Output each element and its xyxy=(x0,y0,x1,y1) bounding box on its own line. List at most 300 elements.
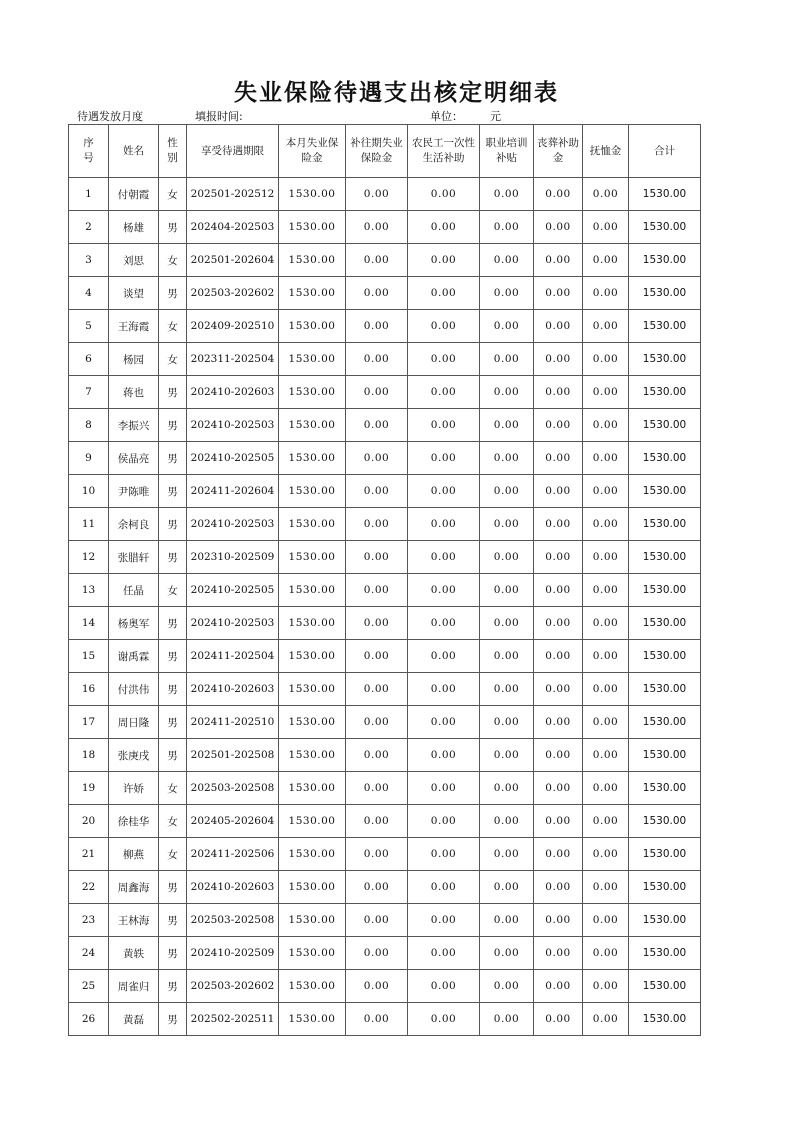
cell-monthly-benefit: 1530.00 xyxy=(279,871,346,904)
cell-funeral-subsidy: 0.00 xyxy=(534,871,583,904)
cell-name: 王林海 xyxy=(109,904,159,937)
table-row xyxy=(69,277,701,310)
cell-migrant-subsidy: 0.00 xyxy=(408,838,480,871)
cell-migrant-subsidy: 0.00 xyxy=(408,310,480,343)
cell-seq: 13 xyxy=(69,574,109,607)
table-row xyxy=(69,574,701,607)
cell-monthly-benefit: 1530.00 xyxy=(279,607,346,640)
cell-monthly-benefit: 1530.00 xyxy=(279,706,346,739)
cell-pension: 0.00 xyxy=(583,838,629,871)
header-name: 姓名 xyxy=(109,125,159,178)
cell-migrant-subsidy: 0.00 xyxy=(408,178,480,211)
table-row xyxy=(69,211,701,244)
cell-funeral-subsidy: 0.00 xyxy=(534,970,583,1003)
cell-total: 1530.00 xyxy=(629,277,701,310)
cell-migrant-subsidy: 0.00 xyxy=(408,211,480,244)
cell-total: 1530.00 xyxy=(629,805,701,838)
cell-pension: 0.00 xyxy=(583,574,629,607)
table-row xyxy=(69,772,701,805)
cell-name: 任晶 xyxy=(109,574,159,607)
cell-pension: 0.00 xyxy=(583,343,629,376)
cell-back-pay: 0.00 xyxy=(346,739,408,772)
cell-back-pay: 0.00 xyxy=(346,871,408,904)
cell-total: 1530.00 xyxy=(629,244,701,277)
cell-total: 1530.00 xyxy=(629,871,701,904)
cell-name: 黄轶 xyxy=(109,937,159,970)
table-row xyxy=(69,409,701,442)
unit-value: 元 xyxy=(490,110,501,123)
cell-sex: 男 xyxy=(159,706,187,739)
cell-sex: 男 xyxy=(159,640,187,673)
cell-back-pay: 0.00 xyxy=(346,838,408,871)
cell-training-subsidy: 0.00 xyxy=(480,343,534,376)
cell-name: 王海霞 xyxy=(109,310,159,343)
cell-total: 1530.00 xyxy=(629,310,701,343)
cell-sex: 男 xyxy=(159,904,187,937)
cell-back-pay: 0.00 xyxy=(346,277,408,310)
cell-back-pay: 0.00 xyxy=(346,508,408,541)
cell-name: 杨园 xyxy=(109,343,159,376)
cell-seq: 6 xyxy=(69,343,109,376)
cell-funeral-subsidy: 0.00 xyxy=(534,277,583,310)
cell-training-subsidy: 0.00 xyxy=(480,409,534,442)
cell-monthly-benefit: 1530.00 xyxy=(279,508,346,541)
header-funeral-subsidy: 丧葬补助金 xyxy=(534,125,583,178)
cell-seq: 26 xyxy=(69,1003,109,1036)
cell-sex: 男 xyxy=(159,739,187,772)
cell-monthly-benefit: 1530.00 xyxy=(279,673,346,706)
cell-funeral-subsidy: 0.00 xyxy=(534,805,583,838)
cell-monthly-benefit: 1530.00 xyxy=(279,475,346,508)
cell-name: 李振兴 xyxy=(109,409,159,442)
cell-monthly-benefit: 1530.00 xyxy=(279,343,346,376)
table-row xyxy=(69,310,701,343)
cell-training-subsidy: 0.00 xyxy=(480,277,534,310)
cell-back-pay: 0.00 xyxy=(346,937,408,970)
table-row xyxy=(69,343,701,376)
header-pension: 抚恤金 xyxy=(583,125,629,178)
unit-label: 单位： xyxy=(430,110,463,123)
cell-name: 柳燕 xyxy=(109,838,159,871)
cell-total: 1530.00 xyxy=(629,937,701,970)
cell-migrant-subsidy: 0.00 xyxy=(408,772,480,805)
cell-total: 1530.00 xyxy=(629,343,701,376)
cell-migrant-subsidy: 0.00 xyxy=(408,904,480,937)
cell-funeral-subsidy: 0.00 xyxy=(534,904,583,937)
cell-total: 1530.00 xyxy=(629,178,701,211)
cell-training-subsidy: 0.00 xyxy=(480,739,534,772)
cell-pension: 0.00 xyxy=(583,541,629,574)
benefit-detail-table xyxy=(68,124,701,1036)
cell-funeral-subsidy: 0.00 xyxy=(534,574,583,607)
cell-name: 周鑫海 xyxy=(109,871,159,904)
cell-funeral-subsidy: 0.00 xyxy=(534,937,583,970)
cell-seq: 16 xyxy=(69,673,109,706)
table-row xyxy=(69,541,701,574)
cell-funeral-subsidy: 0.00 xyxy=(534,178,583,211)
cell-pension: 0.00 xyxy=(583,706,629,739)
table-header xyxy=(69,125,701,178)
table-row xyxy=(69,871,701,904)
cell-migrant-subsidy: 0.00 xyxy=(408,607,480,640)
cell-name: 杨奥军 xyxy=(109,607,159,640)
cell-monthly-benefit: 1530.00 xyxy=(279,937,346,970)
cell-seq: 25 xyxy=(69,970,109,1003)
cell-monthly-benefit: 1530.00 xyxy=(279,277,346,310)
cell-pension: 0.00 xyxy=(583,310,629,343)
table-row xyxy=(69,739,701,772)
table-row xyxy=(69,607,701,640)
cell-back-pay: 0.00 xyxy=(346,1003,408,1036)
cell-seq: 1 xyxy=(69,178,109,211)
cell-period: 202405-202604 xyxy=(187,805,279,838)
cell-sex: 女 xyxy=(159,805,187,838)
cell-pension: 0.00 xyxy=(583,244,629,277)
table-row xyxy=(69,640,701,673)
cell-migrant-subsidy: 0.00 xyxy=(408,970,480,1003)
cell-sex: 男 xyxy=(159,409,187,442)
cell-name: 付洪伟 xyxy=(109,673,159,706)
cell-back-pay: 0.00 xyxy=(346,673,408,706)
cell-back-pay: 0.00 xyxy=(346,640,408,673)
cell-total: 1530.00 xyxy=(629,1003,701,1036)
cell-total: 1530.00 xyxy=(629,706,701,739)
cell-seq: 11 xyxy=(69,508,109,541)
cell-funeral-subsidy: 0.00 xyxy=(534,607,583,640)
cell-pension: 0.00 xyxy=(583,607,629,640)
cell-name: 徐桂华 xyxy=(109,805,159,838)
table-row xyxy=(69,376,701,409)
cell-seq: 8 xyxy=(69,409,109,442)
cell-monthly-benefit: 1530.00 xyxy=(279,211,346,244)
cell-total: 1530.00 xyxy=(629,838,701,871)
cell-migrant-subsidy: 0.00 xyxy=(408,640,480,673)
cell-funeral-subsidy: 0.00 xyxy=(534,640,583,673)
cell-training-subsidy: 0.00 xyxy=(480,937,534,970)
cell-sex: 男 xyxy=(159,211,187,244)
header-total: 合计 xyxy=(629,125,701,178)
cell-training-subsidy: 0.00 xyxy=(480,244,534,277)
header-seq: 序号 xyxy=(69,125,109,178)
cell-period: 202409-202510 xyxy=(187,310,279,343)
cell-name: 刘思 xyxy=(109,244,159,277)
cell-period: 202411-202506 xyxy=(187,838,279,871)
cell-back-pay: 0.00 xyxy=(346,310,408,343)
cell-training-subsidy: 0.00 xyxy=(480,838,534,871)
cell-migrant-subsidy: 0.00 xyxy=(408,673,480,706)
cell-period: 202410-202603 xyxy=(187,376,279,409)
cell-sex: 女 xyxy=(159,310,187,343)
cell-sex: 女 xyxy=(159,772,187,805)
cell-pension: 0.00 xyxy=(583,277,629,310)
cell-training-subsidy: 0.00 xyxy=(480,211,534,244)
cell-total: 1530.00 xyxy=(629,739,701,772)
cell-monthly-benefit: 1530.00 xyxy=(279,739,346,772)
cell-name: 黄磊 xyxy=(109,1003,159,1036)
cell-seq: 7 xyxy=(69,376,109,409)
table-row xyxy=(69,244,701,277)
cell-migrant-subsidy: 0.00 xyxy=(408,409,480,442)
cell-seq: 14 xyxy=(69,607,109,640)
cell-sex: 男 xyxy=(159,1003,187,1036)
cell-migrant-subsidy: 0.00 xyxy=(408,475,480,508)
cell-name: 杨雄 xyxy=(109,211,159,244)
cell-name: 付朝霞 xyxy=(109,178,159,211)
table-body xyxy=(69,178,701,1036)
cell-migrant-subsidy: 0.00 xyxy=(408,277,480,310)
cell-monthly-benefit: 1530.00 xyxy=(279,1003,346,1036)
cell-funeral-subsidy: 0.00 xyxy=(534,508,583,541)
cell-total: 1530.00 xyxy=(629,475,701,508)
cell-training-subsidy: 0.00 xyxy=(480,508,534,541)
cell-pension: 0.00 xyxy=(583,871,629,904)
fill-time-label: 填报时间: xyxy=(195,110,243,123)
cell-monthly-benefit: 1530.00 xyxy=(279,310,346,343)
cell-sex: 男 xyxy=(159,607,187,640)
cell-period: 202411-202504 xyxy=(187,640,279,673)
cell-period: 202503-202602 xyxy=(187,277,279,310)
cell-monthly-benefit: 1530.00 xyxy=(279,805,346,838)
cell-seq: 3 xyxy=(69,244,109,277)
cell-migrant-subsidy: 0.00 xyxy=(408,541,480,574)
cell-funeral-subsidy: 0.00 xyxy=(534,409,583,442)
cell-funeral-subsidy: 0.00 xyxy=(534,772,583,805)
header-migrant-subsidy: 农民工一次性生活补助 xyxy=(408,125,480,178)
cell-seq: 23 xyxy=(69,904,109,937)
cell-back-pay: 0.00 xyxy=(346,244,408,277)
cell-sex: 女 xyxy=(159,574,187,607)
cell-name: 张腊轩 xyxy=(109,541,159,574)
cell-pension: 0.00 xyxy=(583,805,629,838)
cell-back-pay: 0.00 xyxy=(346,574,408,607)
cell-name: 蒋也 xyxy=(109,376,159,409)
cell-total: 1530.00 xyxy=(629,574,701,607)
cell-name: 尹陈唯 xyxy=(109,475,159,508)
cell-funeral-subsidy: 0.00 xyxy=(534,442,583,475)
cell-funeral-subsidy: 0.00 xyxy=(534,838,583,871)
cell-training-subsidy: 0.00 xyxy=(480,805,534,838)
cell-monthly-benefit: 1530.00 xyxy=(279,442,346,475)
cell-pension: 0.00 xyxy=(583,904,629,937)
cell-back-pay: 0.00 xyxy=(346,541,408,574)
cell-migrant-subsidy: 0.00 xyxy=(408,739,480,772)
cell-sex: 女 xyxy=(159,838,187,871)
cell-training-subsidy: 0.00 xyxy=(480,640,534,673)
cell-funeral-subsidy: 0.00 xyxy=(534,376,583,409)
cell-monthly-benefit: 1530.00 xyxy=(279,178,346,211)
table-row xyxy=(69,805,701,838)
cell-sex: 男 xyxy=(159,541,187,574)
cell-period: 202502-202511 xyxy=(187,1003,279,1036)
cell-name: 谢禹霖 xyxy=(109,640,159,673)
cell-migrant-subsidy: 0.00 xyxy=(408,706,480,739)
cell-sex: 女 xyxy=(159,343,187,376)
cell-period: 202410-202509 xyxy=(187,937,279,970)
cell-period: 202410-202503 xyxy=(187,508,279,541)
cell-back-pay: 0.00 xyxy=(346,442,408,475)
cell-migrant-subsidy: 0.00 xyxy=(408,442,480,475)
cell-period: 202311-202504 xyxy=(187,343,279,376)
cell-total: 1530.00 xyxy=(629,541,701,574)
cell-back-pay: 0.00 xyxy=(346,970,408,1003)
cell-back-pay: 0.00 xyxy=(346,904,408,937)
cell-period: 202310-202509 xyxy=(187,541,279,574)
cell-total: 1530.00 xyxy=(629,211,701,244)
cell-period: 202410-202503 xyxy=(187,607,279,640)
cell-name: 余柯良 xyxy=(109,508,159,541)
cell-training-subsidy: 0.00 xyxy=(480,772,534,805)
table-row xyxy=(69,706,701,739)
cell-funeral-subsidy: 0.00 xyxy=(534,739,583,772)
cell-sex: 女 xyxy=(159,244,187,277)
cell-funeral-subsidy: 0.00 xyxy=(534,244,583,277)
cell-back-pay: 0.00 xyxy=(346,343,408,376)
cell-period: 202410-202603 xyxy=(187,871,279,904)
cell-training-subsidy: 0.00 xyxy=(480,178,534,211)
cell-monthly-benefit: 1530.00 xyxy=(279,409,346,442)
cell-seq: 2 xyxy=(69,211,109,244)
cell-pension: 0.00 xyxy=(583,211,629,244)
cell-total: 1530.00 xyxy=(629,970,701,1003)
cell-total: 1530.00 xyxy=(629,607,701,640)
cell-seq: 12 xyxy=(69,541,109,574)
cell-sex: 男 xyxy=(159,937,187,970)
cell-pension: 0.00 xyxy=(583,178,629,211)
cell-seq: 15 xyxy=(69,640,109,673)
cell-funeral-subsidy: 0.00 xyxy=(534,343,583,376)
header-training-subsidy: 职业培训补贴 xyxy=(480,125,534,178)
cell-period: 202411-202510 xyxy=(187,706,279,739)
cell-name: 许娇 xyxy=(109,772,159,805)
cell-sex: 男 xyxy=(159,673,187,706)
cell-seq: 18 xyxy=(69,739,109,772)
cell-total: 1530.00 xyxy=(629,640,701,673)
cell-period: 202404-202503 xyxy=(187,211,279,244)
cell-back-pay: 0.00 xyxy=(346,475,408,508)
table-row xyxy=(69,1003,701,1036)
cell-training-subsidy: 0.00 xyxy=(480,442,534,475)
cell-name: 谈望 xyxy=(109,277,159,310)
cell-migrant-subsidy: 0.00 xyxy=(408,244,480,277)
cell-pension: 0.00 xyxy=(583,442,629,475)
cell-period: 202501-202508 xyxy=(187,739,279,772)
cell-back-pay: 0.00 xyxy=(346,409,408,442)
cell-sex: 男 xyxy=(159,277,187,310)
table-row xyxy=(69,673,701,706)
cell-pension: 0.00 xyxy=(583,1003,629,1036)
cell-sex: 男 xyxy=(159,871,187,904)
header-sex: 性别 xyxy=(159,125,187,178)
cell-migrant-subsidy: 0.00 xyxy=(408,574,480,607)
table-row xyxy=(69,442,701,475)
cell-period: 202503-202508 xyxy=(187,904,279,937)
cell-training-subsidy: 0.00 xyxy=(480,574,534,607)
cell-seq: 22 xyxy=(69,871,109,904)
cell-migrant-subsidy: 0.00 xyxy=(408,1003,480,1036)
table-row xyxy=(69,970,701,1003)
cell-monthly-benefit: 1530.00 xyxy=(279,574,346,607)
cell-seq: 17 xyxy=(69,706,109,739)
cell-period: 202410-202505 xyxy=(187,442,279,475)
cell-monthly-benefit: 1530.00 xyxy=(279,838,346,871)
cell-pension: 0.00 xyxy=(583,937,629,970)
cell-monthly-benefit: 1530.00 xyxy=(279,970,346,1003)
cell-name: 侯晶亮 xyxy=(109,442,159,475)
cell-back-pay: 0.00 xyxy=(346,706,408,739)
cell-pension: 0.00 xyxy=(583,376,629,409)
cell-seq: 21 xyxy=(69,838,109,871)
cell-total: 1530.00 xyxy=(629,442,701,475)
cell-back-pay: 0.00 xyxy=(346,376,408,409)
cell-funeral-subsidy: 0.00 xyxy=(534,541,583,574)
cell-pension: 0.00 xyxy=(583,475,629,508)
cell-sex: 男 xyxy=(159,376,187,409)
table-row xyxy=(69,508,701,541)
cell-training-subsidy: 0.00 xyxy=(480,310,534,343)
cell-training-subsidy: 0.00 xyxy=(480,1003,534,1036)
cell-period: 202410-202505 xyxy=(187,574,279,607)
cell-migrant-subsidy: 0.00 xyxy=(408,871,480,904)
cell-seq: 5 xyxy=(69,310,109,343)
cell-training-subsidy: 0.00 xyxy=(480,871,534,904)
cell-total: 1530.00 xyxy=(629,409,701,442)
cell-name: 张庚戌 xyxy=(109,739,159,772)
cell-total: 1530.00 xyxy=(629,673,701,706)
cell-pension: 0.00 xyxy=(583,772,629,805)
cell-monthly-benefit: 1530.00 xyxy=(279,376,346,409)
cell-monthly-benefit: 1530.00 xyxy=(279,244,346,277)
cell-sex: 男 xyxy=(159,970,187,1003)
cell-pension: 0.00 xyxy=(583,640,629,673)
cell-pension: 0.00 xyxy=(583,739,629,772)
cell-funeral-subsidy: 0.00 xyxy=(534,211,583,244)
cell-period: 202410-202603 xyxy=(187,673,279,706)
cell-sex: 女 xyxy=(159,178,187,211)
header-monthly-benefit: 本月失业保险金 xyxy=(279,125,346,178)
cell-training-subsidy: 0.00 xyxy=(480,904,534,937)
cell-funeral-subsidy: 0.00 xyxy=(534,310,583,343)
cell-funeral-subsidy: 0.00 xyxy=(534,1003,583,1036)
cell-seq: 24 xyxy=(69,937,109,970)
cell-migrant-subsidy: 0.00 xyxy=(408,376,480,409)
cell-period: 202411-202604 xyxy=(187,475,279,508)
cell-monthly-benefit: 1530.00 xyxy=(279,904,346,937)
cell-sex: 男 xyxy=(159,442,187,475)
cell-pension: 0.00 xyxy=(583,970,629,1003)
cell-pension: 0.00 xyxy=(583,508,629,541)
cell-training-subsidy: 0.00 xyxy=(480,541,534,574)
cell-total: 1530.00 xyxy=(629,508,701,541)
cell-training-subsidy: 0.00 xyxy=(480,376,534,409)
table-row xyxy=(69,937,701,970)
cell-total: 1530.00 xyxy=(629,772,701,805)
cell-seq: 9 xyxy=(69,442,109,475)
cell-period: 202503-202508 xyxy=(187,772,279,805)
cell-name: 周日隆 xyxy=(109,706,159,739)
cell-total: 1530.00 xyxy=(629,904,701,937)
cell-period: 202503-202602 xyxy=(187,970,279,1003)
header-back-pay: 补往期失业保险金 xyxy=(346,125,408,178)
cell-back-pay: 0.00 xyxy=(346,211,408,244)
cell-migrant-subsidy: 0.00 xyxy=(408,805,480,838)
cell-period: 202410-202503 xyxy=(187,409,279,442)
cell-name: 周雀归 xyxy=(109,970,159,1003)
cell-seq: 4 xyxy=(69,277,109,310)
cell-training-subsidy: 0.00 xyxy=(480,475,534,508)
cell-back-pay: 0.00 xyxy=(346,772,408,805)
cell-monthly-benefit: 1530.00 xyxy=(279,541,346,574)
cell-funeral-subsidy: 0.00 xyxy=(534,475,583,508)
